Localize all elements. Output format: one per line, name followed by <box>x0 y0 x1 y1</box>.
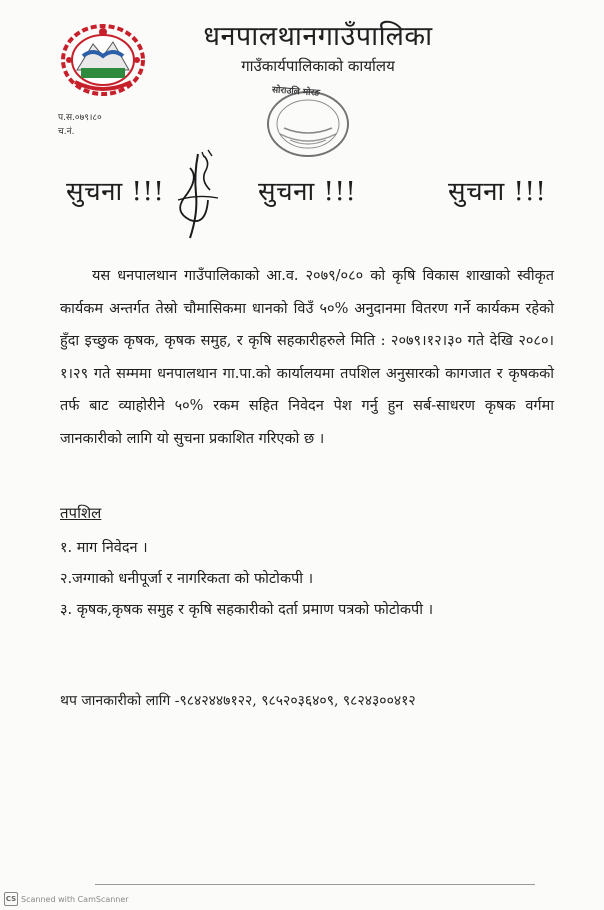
dispatch-number: च.नं. <box>58 127 75 137</box>
signature-icon <box>168 148 228 243</box>
list-item: २.जग्गाको धनीपूर्जा र नागरिकता को फोटोकपी । <box>60 571 314 587</box>
contact-info: थप जानकारीको लागि -९८४२४४७१२२, ९८५२०३६४०९, ९८२४३००४१२ <box>60 693 416 709</box>
seal-text: सोराउलि मोरङ <box>271 85 321 99</box>
org-title: धनपालथानगाउँपालिका <box>203 21 433 52</box>
page-bottom-divider <box>95 884 535 885</box>
org-subtitle: गाउँकार्यपालिकाको कार्यालय <box>241 57 395 75</box>
list-item: ३. कृषक,कृषक समुह र कृषि सहकारीको दर्ता प्रमाण पत्रको फोटोकपी । <box>60 602 434 618</box>
tapsil-heading: तपशिल <box>60 504 102 522</box>
camscanner-logo-icon: CS <box>4 892 18 906</box>
tapsil-list <box>60 533 560 626</box>
notice-body-paragraph: यस धनपालथान गाउँपालिकाको आ.व. २०७९/०८० को कृषि विकास शाखाको स्वीकृत कार्यकम अन्तर्गत तेस्रो चौमासिकमा धानको विउँ ५०% अनुदानमा वितरण गर्ने कार्यकम रहेको हुँदा इच्छुक कृषक, कृषक समुह, र कृषि सहकारीहरुले मिति : २०७९।१२।३० गते देखि २०८०।१।२९ गते सम्ममा धनपालथान गा.पा.को कार्यालयमा तपशिल अनुसारको कागजात र कृषकको तर्फ बाट व्याहोरीने ५०% रकम सहित निवेदन पेश गर्नु हुन सर्ब-साधरण कृषक वर्गमा जानकारीको लागि यो सुचना प्रकाशित गरिएको छ । <box>60 268 554 447</box>
reference-number: प.स.०७९।८० <box>58 113 102 123</box>
notice-heading-1: सुचना !!! <box>66 177 165 207</box>
list-item: १. माग निवेदन । <box>60 540 148 556</box>
scanner-watermark-text: Scanned with CamScanner <box>21 894 129 904</box>
notice-heading-3: सुचना !!! <box>448 177 547 207</box>
notice-heading-2: सुचना !!! <box>258 177 357 207</box>
scanner-watermark <box>4 892 129 906</box>
nepal-emblem-icon <box>55 20 151 100</box>
